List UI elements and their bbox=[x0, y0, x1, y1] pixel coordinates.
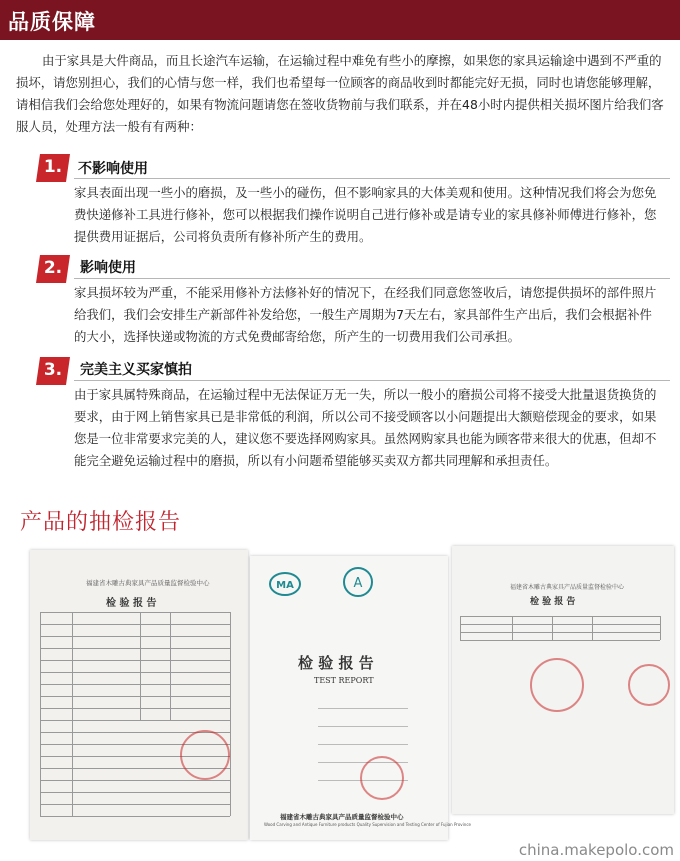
doc2-title: 检 验 报 告 bbox=[298, 654, 374, 672]
section-1-badge bbox=[36, 154, 70, 182]
section-2-divider bbox=[74, 278, 670, 279]
doc1-title: 检 验 报 告 bbox=[106, 598, 157, 609]
svg-text:MA: MA bbox=[276, 580, 294, 591]
doc3-agency: 福建省木雕古典家具产品质量监督检验中心 bbox=[510, 584, 625, 591]
section-3-title: 完美主义买家慎拍 bbox=[80, 362, 192, 378]
doc2-subtitle: TEST REPORT bbox=[314, 676, 374, 685]
cal-logo-icon bbox=[342, 566, 374, 598]
inspection-report-image-2 bbox=[250, 556, 471, 840]
section-1-title: 不影响使用 bbox=[78, 161, 148, 177]
section-2-badge bbox=[36, 255, 70, 283]
header-bar bbox=[0, 0, 680, 40]
section-2-body: 家具损坏较为严重，不能采用修补方法修补好的情况下，在经我们同意您签收后，请您提供损坏的部件照片给我们，我们会安排生产新部件补发给您，一般生产周期为7天左右，家具部件生产出后，我们会根据补件的大小，选择快递或物流的方式免费邮寄给您，所产生的一切费用我们公司承担。 bbox=[74, 285, 657, 344]
doc2-footer: 福建省木雕古典家具产品质量监督检验中心 bbox=[280, 813, 404, 821]
page-title: 品质保障 bbox=[8, 9, 96, 34]
report-heading: 产品的抽检报告 bbox=[20, 510, 182, 535]
intro-paragraph: 由于家具是大件商品，而且长途汽车运输，在运输过程中难免有些小的摩擦，如果您的家具运输途中遇到不严重的损坏，请您别担心，我们的心情与您一样，我们也希望每一位顾客的商品收到时都能完好无损，同时也请您能够理解，请相信我们会给您处理好的，如果有物流问题请您在签收货物前与我们联系，并在48小时内提供相关损坏图片给我们客服人员，处理方法一般有有两种： bbox=[16, 53, 664, 134]
red-seal-stamp bbox=[360, 756, 404, 800]
doc3-title: 检 验 报 告 bbox=[530, 597, 576, 607]
red-seal-stamp bbox=[628, 664, 670, 706]
section-3-body: 由于家具属特殊商品，在运输过程中无法保证万无一失，所以一般小的磨损公司将不接受大批量退货换货的要求，由于网上销售家具已是非常低的利润，所以公司不接受顾客以小问题提出大额赔偿现金的要求，如果您是一位非常要求完美的人，建议您不要选择网购家具。虽然网购家具也能为顾客带来很大的优惠，但却不能完全避免运输过程中的磨损，所以有小问题希望能够买卖双方都共同理解和承担责任。 bbox=[74, 387, 657, 468]
section-2-title: 影响使用 bbox=[80, 260, 136, 276]
section-1-divider bbox=[74, 178, 670, 179]
doc2-footer-en: Wood Carving and Antique Furniture products Quality Supervision and Testing Center of Fujian Province bbox=[264, 822, 471, 827]
section-3-divider bbox=[74, 380, 670, 381]
inspection-report-image-3 bbox=[452, 546, 674, 814]
red-seal-stamp bbox=[180, 730, 230, 780]
watermark: china.makepolo.com bbox=[518, 841, 674, 859]
section-1-number: 1. bbox=[43, 157, 63, 177]
section-2-number: 2. bbox=[43, 258, 63, 278]
svg-text:A: A bbox=[353, 576, 363, 591]
report-images bbox=[0, 540, 680, 840]
doc1-agency: 福建省木雕古典家具产品质量监督检验中心 bbox=[86, 579, 210, 587]
red-seal-stamp bbox=[530, 658, 584, 712]
section-3-number: 3. bbox=[43, 360, 63, 380]
inspection-report-image-1 bbox=[30, 550, 248, 840]
section-1-body: 家具表面出现一些小的磨损，及一些小的碰伤，但不影响家具的大体美观和使用。这种情况我们将会为您免费快递修补工具进行修补，您可以根据我们操作说明自己进行修补或是请专业的家具修补师傅进行修补，您提供费用证据后，公司将负责所有修补所产生的费用。 bbox=[74, 185, 657, 244]
section-3-badge bbox=[36, 357, 70, 385]
cma-logo-icon bbox=[268, 570, 302, 598]
